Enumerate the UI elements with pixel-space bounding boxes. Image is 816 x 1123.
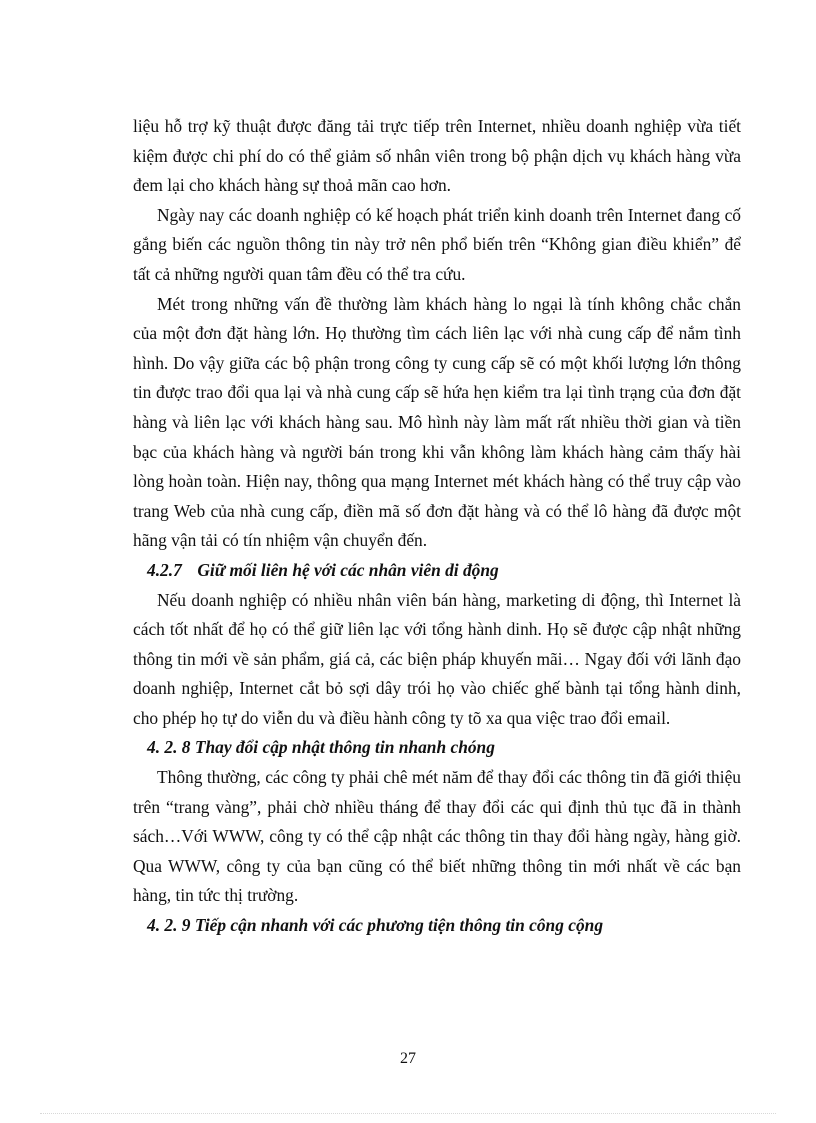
section-title: Giữ mối liên hệ với các nhân viên di động xyxy=(197,559,499,580)
page-bottom-divider xyxy=(40,1113,776,1114)
paragraph: Thông thường, các công ty phải chê mét năm để thay đổi các thông tin đã giới thiệu trên “trang vàng”, phải chờ nhiều tháng để thay đổi các qui định thủ tục đã in thành sách…Với WWW, công ty có thể cập nhật các thông tin thay đổi hàng ngày, hàng giờ. Qua WWW, công ty của bạn cũng có thể biết những thông tin mới nhất về các bạn hàng, tin tức thị trường. xyxy=(133,767,741,906)
section-heading-4-2-7 xyxy=(133,556,741,586)
section-number: 4. 2. 8 xyxy=(147,737,191,758)
page-content xyxy=(133,112,741,941)
section-number: 4.2.7 xyxy=(147,559,182,580)
paragraph: Nếu doanh nghiệp có nhiều nhân viên bán hàng, marketing di động, thì Internet là cách tốt nhất để họ có thể giữ liên lạc với tổng hành dinh. Họ sẽ được cập nhật những thông tin mới về sản phẩm, giá cả, các biện pháp khuyến mãi… Ngay đối với lãnh đạo doanh nghiệp, Internet cắt bỏ sợi dây trói họ vào chiếc ghế bành tại tổng hành dinh, cho phép họ tự do viễn du và điều hành công ty tõ xa qua việc trao đổi email. xyxy=(133,589,741,728)
paragraph: Mét trong những vấn đề thường làm khách hàng lo ngại là tính không chắc chắn của một đơn đặt hàng lớn. Họ thường tìm cách liên lạc với nhà cung cấp để nắm tình hình. Do vậy giữa các bộ phận trong công ty cung cấp sẽ có một khối lượng lớn thông tin được trao đổi qua lại và nhà cung cấp sẽ hứa hẹn kiểm tra lại tình trạng của đơn đặt hàng và liên lạc với khách hàng sau. Mô hình này làm mất rất nhiều thời gian và tiền bạc của khách hàng và người bán trong khi vẫn không làm khách hàng cảm thấy hài lòng hoàn toàn. Hiện nay, thông qua mạng Internet mét khách hàng có thể truy cập vào trang Web của nhà cung cấp, điền mã số đơn đặt hàng và có thể lô hàng đã được một hãng vận tải có tín nhiệm vận chuyển đến. xyxy=(133,293,741,551)
section-number: 4. 2. 9 xyxy=(147,915,191,936)
section-title: Thay đổi cập nhật thông tin nhanh chóng xyxy=(194,737,495,758)
section-heading-4-2-8 xyxy=(133,733,741,763)
page-number: 27 xyxy=(400,1050,416,1067)
section-heading-4-2-9 xyxy=(133,911,741,941)
paragraph-continued: liệu hỗ trợ kỹ thuật được đăng tải trực tiếp trên Internet, nhiều doanh nghiệp vừa tiết kiệm được chi phí do có thể giảm số nhân viên trong bộ phận dịch vụ khách hàng vừa đem lại cho khách hàng sự thoả mãn cao hơn. xyxy=(133,116,741,196)
paragraph: Ngày nay các doanh nghiệp có kế hoạch phát triển kinh doanh trên Internet đang cố gắng biến các nguồn thông tin này trở nên phổ biến trên “Không gian điều khiển” để tất cả những người quan tâm đều có thể tra cứu. xyxy=(133,204,741,284)
section-title: Tiếp cận nhanh với các phương tiện thông tin công cộng xyxy=(194,915,604,936)
